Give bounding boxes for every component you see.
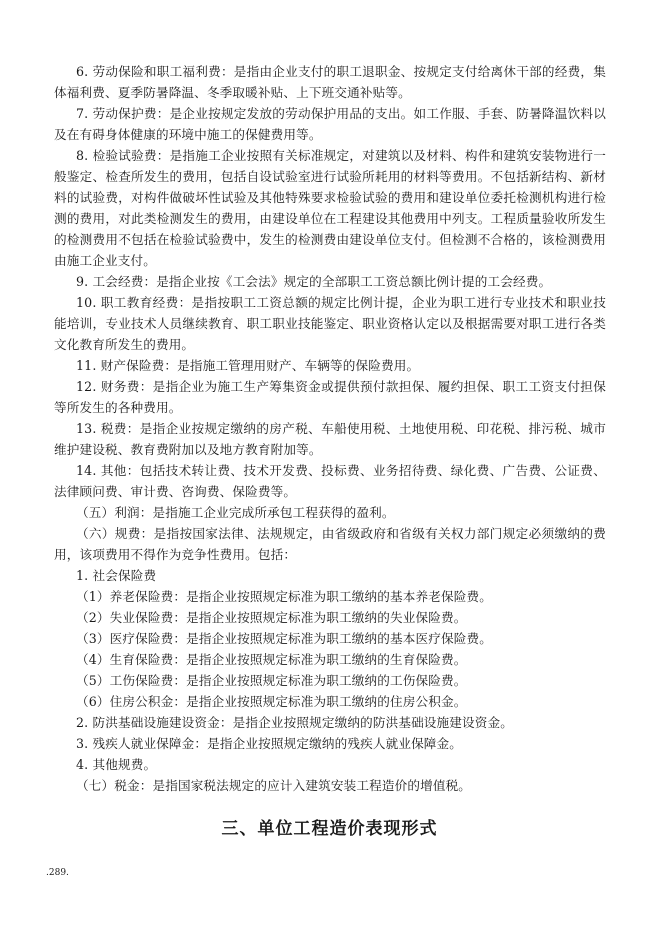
page-number: .289.	[46, 868, 69, 878]
body-text	[54, 61, 606, 796]
paragraph-inspection-test: 8. 检验试验费：是指施工企业按照有关标准规定，对建筑以及材料、构件和建筑安装物进行一般鉴定、检查所发生的费用，包括自设试验室进行试验所耗用的材料等费用。不包括新结构、新材料的试验费，对构件做破坏性试验及其他特殊要求检验试验的费用和建设单位委托检测机构进行检测的费用，对此类检测发生的费用，由建设单位在工程建设其他费用中列支。工程质量验收所发生的检测费用不包括在检验试验费中，发生的检测费由建设单位支付。但检测不合格的，该检测费用由施工企业支付。	[54, 148, 606, 268]
paragraph-profit: （五）利润：是指施工企业完成所承包工程获得的盈利。	[76, 505, 395, 520]
paragraph-statutory-fees: （六）规费：是指按国家法律、法规规定，由省级政府和省级有关权力部门规定必须缴纳的费用，该项费用不得作为竞争性费用。包括：	[54, 526, 606, 562]
list-item-disability: 3. 残疾人就业保障金：是指企业按照规定缴纳的残疾人就业保障金。	[76, 736, 463, 751]
list-item-social-insurance: 1. 社会保险费	[76, 568, 157, 583]
list-item-pension: （1）养老保险费：是指企业按照规定标准为职工缴纳的基本养老保险费。	[76, 589, 492, 604]
paragraph-finance-fee: 12. 财务费：是指企业为施工生产筹集资金或提供预付款担保、履约担保、职工工资支付担保等所发生的各种费用。	[54, 379, 606, 415]
paragraph-taxes-fees: 13. 税费：是指企业按规定缴纳的房产税、车船使用税、土地使用税、印花税、排污税、城市维护建设税、教育费附加以及地方教育附加等。	[54, 421, 606, 457]
paragraph-labor-insurance: 6. 劳动保险和职工福利费：是指由企业支付的职工退职金、按规定支付给离休干部的经费，集体福利费、夏季防暑降温、冬季取暖补贴、上下班交通补贴等。	[54, 64, 606, 100]
list-item-unemployment: （2）失业保险费：是指企业按照规定标准为职工缴纳的失业保险费。	[76, 610, 467, 625]
paragraph-property-insurance: 11. 财产保险费：是指施工管理用财产、车辆等的保险费用。	[76, 358, 420, 373]
list-item-medical: （3）医疗保险费：是指企业按照规定标准为职工缴纳的基本医疗保险费。	[76, 631, 492, 646]
list-item-housing-fund: （6）住房公积金：是指企业按照规定标准为职工缴纳的住房公积金。	[76, 694, 467, 709]
paragraph-labor-protection: 7. 劳动保护费：是企业按规定发放的劳动保护用品的支出。如工作服、手套、防暑降温饮料以及在有碍身体健康的环境中施工的保健费用等。	[54, 106, 606, 142]
list-item-flood-control: 2. 防洪基础设施建设资金：是指企业按照规定缴纳的防洪基础设施建设资金。	[76, 715, 514, 730]
section-heading: 三、单位工程造价表现形式	[221, 819, 438, 839]
paragraph-union-fee: 9. 工会经费：是指企业按《工会法》规定的全部职工工资总额比例计提的工会经费。	[76, 274, 552, 289]
list-item-injury: （5）工伤保险费：是指企业按照规定标准为职工缴纳的工伤保险费。	[76, 673, 467, 688]
paragraph-other: 14. 其他：包括技术转让费、技术开发费、投标费、业务招待费、绿化费、广告费、公证费、法律顾问费、审计费、咨询费、保险费等。	[54, 463, 606, 499]
list-item-other-fees: 4. 其他规费。	[76, 757, 157, 772]
list-item-maternity: （4）生育保险费：是指企业按照规定标准为职工缴纳的生育保险费。	[76, 652, 467, 667]
paragraph-tax: （七）税金：是指国家税法规定的应计入建筑安装工程造价的增值税。	[76, 778, 472, 793]
paragraph-education-fee: 10. 职工教育经费：是指按职工工资总额的规定比例计提，企业为职工进行专业技术和职业技能培训，专业技术人员继续教育、职工职业技能鉴定、职业资格认定以及根据需要对职工进行各类文化教育所发生的费用。	[54, 295, 606, 352]
